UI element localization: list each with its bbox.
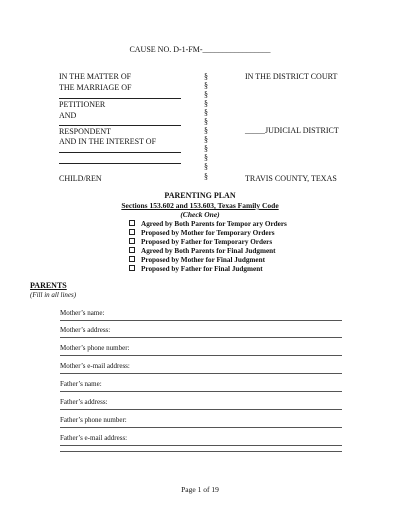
option-mother-final[interactable]: Proposed by Mother for Final Judgment	[129, 256, 265, 264]
option-father-temporary[interactable]: Proposed by Father for Temporary Orders	[129, 238, 272, 246]
mother-name-line[interactable]	[60, 320, 342, 321]
father-phone-label: Father’s phone number:	[60, 416, 127, 424]
respondent-name-line[interactable]	[59, 125, 181, 126]
checkbox-icon[interactable]	[129, 229, 135, 235]
checkbox-icon[interactable]	[129, 238, 135, 244]
father-name-label: Father’s name:	[60, 380, 102, 388]
parents-instruction: (Fill in all lines)	[30, 291, 77, 299]
child-name-line-1[interactable]	[59, 152, 181, 153]
mother-name-label: Mother’s name:	[60, 309, 105, 317]
father-address-line[interactable]	[60, 409, 342, 410]
caption-interest-of: AND IN THE INTEREST OF	[59, 137, 157, 146]
section-symbol: §	[204, 135, 208, 144]
section-symbol: §	[204, 99, 208, 108]
mother-email-line[interactable]	[60, 373, 342, 374]
parents-heading: PARENTS	[30, 281, 67, 290]
page-number: Page 1 of 19	[181, 485, 219, 494]
father-email-label: Father’s e-mail address:	[60, 434, 128, 442]
section-symbol: §	[204, 162, 208, 171]
caption-district-court: IN THE DISTRICT COURT	[245, 72, 338, 81]
option-agreed-temporary[interactable]: Agreed by Both Parents for Tempor ary Orders	[129, 220, 287, 228]
caption-children: CHILD/REN	[59, 174, 102, 183]
checkbox-icon[interactable]	[129, 220, 135, 226]
section-symbol: §	[204, 172, 208, 181]
section-symbol: §	[204, 90, 208, 99]
caption-petitioner: PETITIONER	[59, 100, 106, 109]
caption-respondent: RESPONDENT	[59, 127, 112, 136]
mother-address-line[interactable]	[60, 337, 342, 338]
option-father-final[interactable]: Proposed by Father for Final Judgment	[129, 265, 263, 273]
section-symbol: §	[204, 81, 208, 90]
section-symbol: §	[204, 108, 208, 117]
option-mother-temporary[interactable]: Proposed by Mother for Temporary Orders	[129, 229, 275, 237]
mother-phone-line[interactable]	[60, 355, 342, 356]
option-agreed-final[interactable]: Agreed by Both Parents for Final Judgment	[129, 247, 276, 255]
father-email-line-2[interactable]	[60, 451, 342, 452]
caption-and: AND	[59, 111, 77, 120]
father-address-label: Father’s address:	[60, 398, 108, 406]
mother-email-label: Mother’s e-mail address:	[60, 362, 130, 370]
section-symbol: §	[204, 126, 208, 135]
section-symbol: §	[204, 144, 208, 153]
checkbox-icon[interactable]	[129, 265, 135, 271]
father-phone-line[interactable]	[60, 427, 342, 428]
plan-check-one: (Check One)	[180, 210, 220, 219]
mother-address-label: Mother’s address:	[60, 326, 111, 334]
section-symbol: §	[204, 153, 208, 162]
caption-judicial-district: _____JUDICIAL DISTRICT	[245, 126, 339, 135]
checkbox-icon[interactable]	[129, 256, 135, 262]
father-email-line[interactable]	[60, 445, 342, 446]
caption-matter-of: IN THE MATTER OF	[59, 72, 132, 81]
cause-number: CAUSE NO. D-1-FM-_________________	[129, 45, 271, 54]
mother-phone-label: Mother’s phone number:	[60, 344, 130, 352]
caption-marriage-of: THE MARRIAGE OF	[59, 83, 132, 92]
plan-sections: Sections 153.602 and 153.603, Texas Family Code	[121, 201, 279, 210]
petitioner-name-line[interactable]	[59, 98, 181, 99]
caption-county: TRAVIS COUNTY, TEXAS	[245, 174, 337, 183]
section-symbol: §	[204, 117, 208, 126]
child-name-line-2[interactable]	[59, 163, 181, 164]
father-name-line[interactable]	[60, 391, 342, 392]
section-symbol: §	[204, 72, 208, 81]
checkbox-icon[interactable]	[129, 247, 135, 253]
plan-title: PARENTING PLAN	[164, 191, 236, 200]
